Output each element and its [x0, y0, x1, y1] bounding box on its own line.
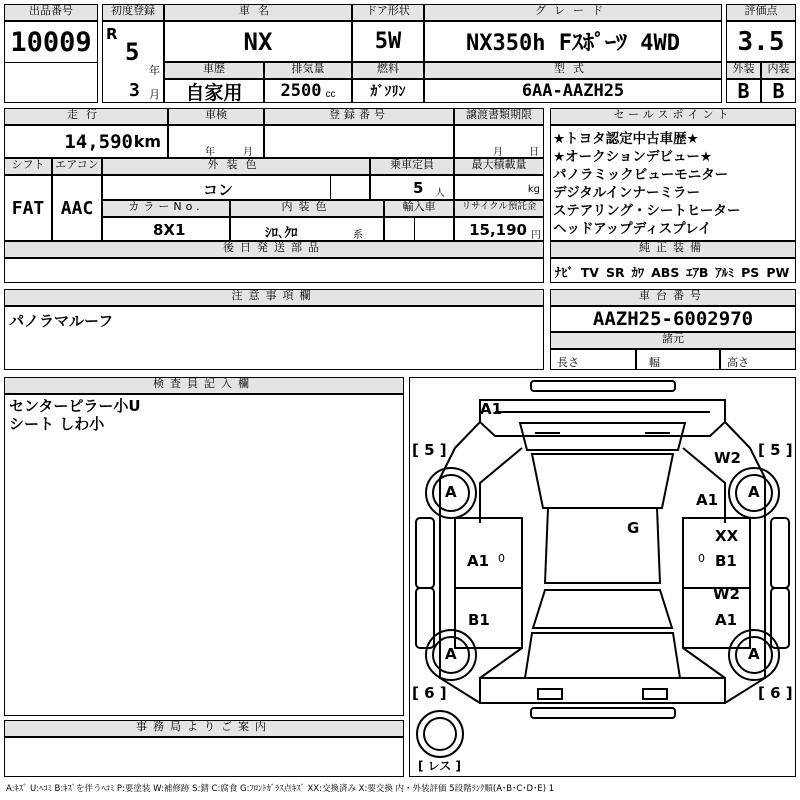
equipment-item: ｴｱB	[686, 265, 709, 280]
color-no-label: カラーNo.	[102, 200, 230, 217]
notes-text: パノラマルーフ	[9, 312, 114, 330]
era: R	[106, 25, 118, 43]
model: 6AA-AAZH25	[424, 79, 722, 103]
exterior-label: 外装	[726, 62, 761, 79]
mark-left-front-door: A1	[467, 552, 490, 570]
grade-label: グレード	[424, 4, 722, 21]
door-type: 5W	[352, 21, 424, 62]
lot-number-label: 出品番号	[4, 4, 98, 21]
notes	[4, 306, 544, 370]
mileage-label: 走行	[4, 108, 168, 125]
inspector-line: センターピラー小U	[9, 397, 141, 415]
registration	[264, 125, 454, 158]
dims-height: 高さ	[720, 349, 796, 370]
dims-width: 幅	[636, 349, 720, 370]
shift: FAT	[4, 175, 52, 241]
later-parts	[4, 258, 544, 283]
registration-label: 登録番号	[264, 108, 454, 125]
first-registration-label: 初度登録	[102, 4, 164, 21]
tire-fl-grade: A	[445, 483, 457, 501]
chassis-number: AAZH25-6002970	[550, 306, 796, 332]
mark-roof: G	[627, 519, 640, 537]
import-label: 輸入車	[384, 200, 454, 217]
shift-label: シフト	[4, 158, 52, 175]
history: 自家用	[164, 79, 264, 103]
score: 3.5	[726, 21, 796, 62]
tire-rl-grade: A	[445, 645, 457, 663]
ext-color: コン	[102, 175, 370, 200]
mark-right-front-fender: W2	[714, 449, 741, 467]
mark-left-rear-door: B1	[468, 611, 490, 629]
transfer-label: 譲渡書類期限	[454, 108, 544, 125]
damage-legend: A:ｷｽﾞ U:ﾍｺﾐ B:ｷｽﾞを伴うﾍｺﾐ P:要塗装 W:補修跡 S:錆 C:腐食 G:ﾌﾛﾝﾄｶﾞﾗｽ点ｷｽﾞ XX:交換済み X:要交換 内・外装評価 5段階ﾗﾝｸ順(A･B･C･D･E) 1	[6, 784, 555, 794]
load-label: 最大積載量	[454, 158, 544, 175]
inspection: 年 月	[168, 125, 264, 158]
sales-point-item: ステアリング・シートヒーター	[553, 203, 741, 219]
car-name-label: 車名	[164, 4, 352, 21]
inspector-notes	[4, 394, 404, 716]
load: kg	[454, 175, 544, 200]
sales-point-item: パノラミックビューモニター	[553, 167, 729, 183]
mark-right-front-door: XX	[715, 527, 739, 545]
recycle-label: リサイクル預託金	[454, 200, 544, 217]
notes-label: 注意事項欄	[4, 289, 544, 306]
equipment-item: TV	[580, 265, 599, 280]
exterior-score: B	[726, 79, 761, 103]
displacement-label: 排気量	[264, 62, 352, 79]
sales-points-label: セールスポイント	[550, 108, 796, 125]
chassis-label: 車台番号	[550, 289, 796, 306]
reg-month-unit: 月	[149, 88, 160, 101]
aircon-label: エアコン	[52, 158, 102, 175]
dims-length: 長さ	[550, 349, 636, 370]
equipment-item: ﾅﾋﾞ	[555, 265, 574, 280]
ext-color-label: 外装色	[102, 158, 370, 175]
aircon: AAC	[52, 175, 102, 241]
interior-score: B	[761, 79, 796, 103]
score-label: 評価点	[726, 4, 796, 21]
mark-right-front-door-top: A1	[696, 491, 719, 509]
fuel: ｶﾞｿﾘﾝ	[352, 79, 424, 103]
import-sub	[414, 217, 454, 241]
first-registration	[102, 21, 164, 103]
car-diagram	[409, 377, 796, 777]
door-label: ドア形状	[352, 4, 424, 21]
equipment-item: PW	[766, 265, 790, 280]
equipment-label: 純正装備	[550, 241, 796, 258]
spare-label: [ レス ]	[418, 759, 461, 773]
tire-fr-grade: A	[748, 483, 760, 501]
tire-fl-bracket: [ 5 ]	[412, 441, 447, 459]
mileage: 14,590 km	[4, 125, 168, 158]
transfer: 月 日	[454, 125, 544, 158]
equipment-item: PS	[741, 265, 760, 280]
equipment-item: ABS	[651, 265, 680, 280]
int-color-label: 内装色	[230, 200, 384, 217]
history-label: 車歴	[164, 62, 264, 79]
dims-label: 諸元	[550, 332, 796, 349]
sales-point-item: デジタルインナーミラー	[553, 185, 701, 201]
model-label: 型式	[424, 62, 722, 79]
equipment	[550, 258, 796, 283]
fuel-label: 燃料	[352, 62, 424, 79]
interior-label: 内装	[761, 62, 796, 79]
car-outline	[410, 378, 795, 776]
displacement: 2500 cc	[264, 79, 352, 103]
mark-right-rear-door-b: A1	[715, 611, 738, 629]
inspector-label: 検査員記入欄	[4, 377, 404, 394]
inspection-label: 車検	[168, 108, 264, 125]
equipment-item: ｱﾙﾐ	[715, 265, 735, 280]
sales-points	[550, 125, 796, 241]
car-name: NX	[164, 21, 352, 62]
sales-point-item: ★トヨタ認定中古車歴★	[553, 131, 699, 147]
capacity: 5 人	[370, 175, 454, 200]
door-zero-right-front: 0	[698, 552, 705, 565]
ext-color-sub	[330, 175, 370, 200]
tire-rr-grade: A	[748, 645, 760, 663]
equipment-item: ｶﾜ	[631, 265, 645, 280]
lot-number: 10009	[4, 21, 98, 63]
reg-year: 5	[125, 38, 140, 66]
door-zero-left-front: 0	[498, 552, 505, 565]
int-color: ｼﾛ､ｸﾛ 系	[230, 217, 384, 241]
recycle: 15,190 円	[454, 217, 544, 241]
later-parts-label: 後日発送部品	[4, 241, 544, 258]
lot-blank	[4, 62, 98, 103]
sales-point-item: ヘッドアップディスプレイ	[553, 221, 712, 237]
mark-right-rear-door: W2	[713, 585, 740, 603]
mark-front-bumper: A1	[480, 400, 503, 418]
equipment-item: SR	[605, 265, 625, 280]
tire-rr-bracket: [ 6 ]	[758, 684, 793, 702]
office-label: 事務局よりご案内	[4, 720, 404, 737]
grade: NX350h Fｽﾎﾟｰﾂ 4WD	[424, 21, 722, 62]
color-no: 8X1	[102, 217, 230, 241]
office-notes	[4, 737, 404, 777]
inspector-line: シート しわ小	[9, 415, 105, 433]
capacity-label: 乗車定員	[370, 158, 454, 175]
mark-right-front-door-b: B1	[715, 552, 737, 570]
tire-fr-bracket: [ 5 ]	[758, 441, 793, 459]
sales-point-item: ★オークションデビュー★	[553, 149, 712, 165]
reg-year-unit: 年	[149, 64, 160, 77]
tire-rl-bracket: [ 6 ]	[412, 684, 447, 702]
reg-month: 3	[129, 80, 140, 101]
